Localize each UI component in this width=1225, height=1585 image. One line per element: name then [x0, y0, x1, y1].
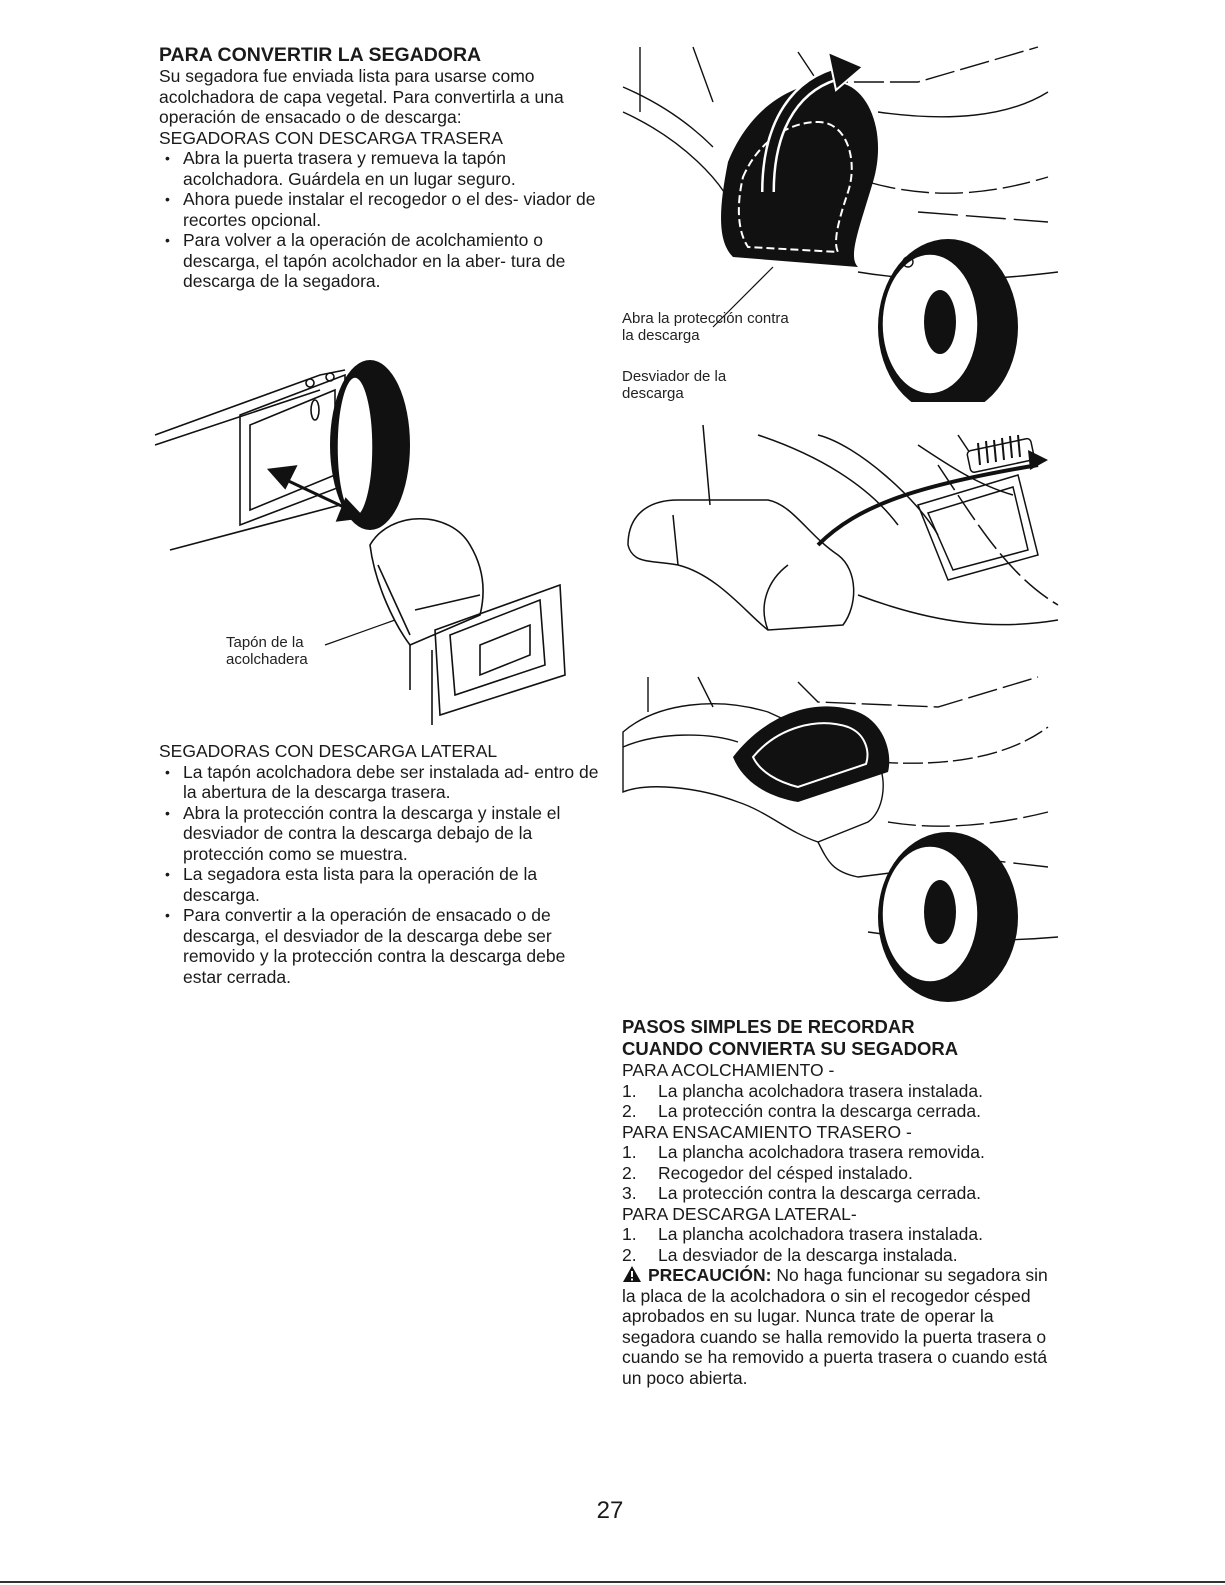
list-item: • La tapón acolchadora debe ser instalada ad- entro de la abertura de la descarga trasera. [159, 762, 599, 803]
guard-label: Abra la protección contra la descarga [622, 310, 789, 344]
group-heading-mulch: PARA ACOLCHAMIENTO - [622, 1060, 835, 1080]
list-item: 3. La protección contra la descarga cerrada. [622, 1183, 981, 1203]
group-heading-side: PARA DESCARGA LATERAL- [622, 1203, 857, 1224]
caution-label: PRECAUCIÓN: [648, 1265, 772, 1285]
rear-bag-steps [622, 1142, 1052, 1204]
list-item: • La segadora esta lista para la operación de la descarga. [159, 864, 599, 905]
mulch-plug-label: Tapón de la acolchadera [226, 634, 308, 668]
list-item: • Abra la puerta trasera y remueva la tapón acolchadora. Guárdela en un lugar seguro. [159, 148, 599, 189]
list-item: • Abra la protección contra la descarga y instale el desviador de contra la descarga debajo de la protección como se muestra. [159, 803, 599, 865]
list-item: 1. La plancha acolchadora trasera instalada. [622, 1080, 983, 1101]
side-discharge-heading: SEGADORAS CON DESCARGA LATERAL [159, 741, 498, 761]
list-item: 2. Recogedor del césped instalado. [622, 1162, 913, 1183]
caution-paragraph [622, 1265, 1052, 1388]
caution-text: No haga funcionar su segadora sin la placa de la acolchadora o sin el recogedor césped aprobados en su lugar. Nunca trate de operar la segadora cuando se halla removido la puerta trasera o cuando se ha removido a puerta trasera o cuando está un poco abierta. [622, 1265, 1048, 1388]
steps-title-line2: CUANDO CONVIERTA SU SEGADORA [622, 1038, 959, 1059]
rear-discharge-list [159, 148, 599, 292]
bottom-rule [0, 1581, 1225, 1583]
steps-title-line1: PASOS SIMPLES DE RECORDAR [622, 1016, 915, 1037]
warning-triangle-icon [622, 1265, 642, 1283]
deflector-illustration [618, 405, 1063, 655]
intro-paragraph: Su segadora fue enviada lista para usarse como acolchadora de capa vegetal. Para convertirla a una operación de ensacado o de descarga: [159, 66, 564, 127]
section-title-convert: PARA CONVERTIR LA SEGADORA [159, 44, 482, 66]
left-side-block [159, 741, 599, 987]
open-guard-illustration [618, 42, 1063, 402]
list-item: • Para convertir a la operación de ensacado o de descarga, el desviador de la descarga debe ser removido y la protección contra la descarga debe estar cerrada. [159, 905, 599, 987]
list-item: 2. La protección contra la descarga cerrada. [622, 1101, 981, 1121]
page-number: 27 [596, 1497, 624, 1524]
mulch-steps [622, 1081, 1052, 1122]
steps-block [622, 1016, 1052, 1388]
installed-deflector-illustration [618, 672, 1063, 1002]
list-item: 1. La plancha acolchadora trasera removida. [622, 1142, 985, 1162]
list-item: • Ahora puede instalar el recogedor o el des- viador de recortes opcional. [159, 189, 599, 230]
group-heading-rear-bag: PARA ENSACAMIENTO TRASERO - [622, 1121, 912, 1142]
list-item: 1. La plancha acolchadora trasera instalada. [622, 1224, 983, 1244]
rear-discharge-heading: SEGADORAS CON DESCARGA TRASERA [159, 127, 503, 148]
list-item: • Para volver a la operación de acolchamiento o descarga, el tapón acolchador en la aber- tura de descarga de la segadora. [159, 230, 599, 292]
mulch-plug-illustration [150, 345, 600, 735]
deflector-label: Desviador de la descarga [622, 368, 727, 402]
list-item: 2. La desviador de la descarga instalada. [622, 1244, 958, 1265]
side-discharge-list [159, 762, 599, 988]
left-intro-block [159, 44, 599, 292]
side-steps [622, 1224, 1052, 1265]
